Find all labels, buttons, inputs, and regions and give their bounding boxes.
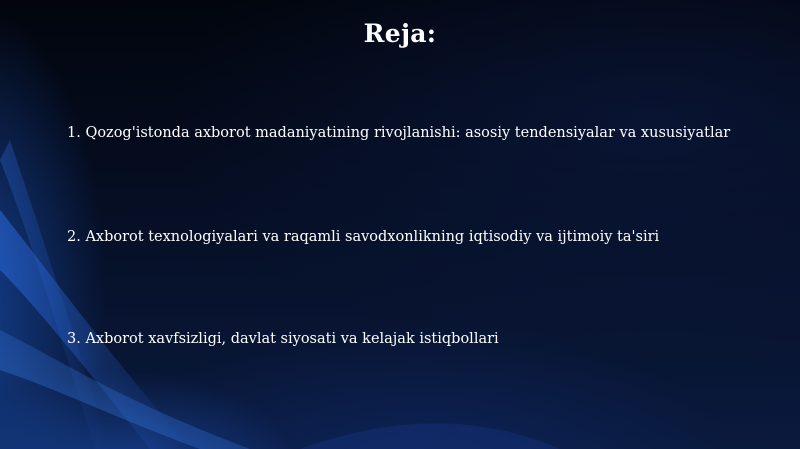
- agenda-item-1: 1. Qozog'istonda axborot madaniyatining rivojlanishi: asosiy tendensiyalar va xususiyatlar: [67, 125, 731, 141]
- slide-title: Reja:: [363, 19, 437, 48]
- agenda-item-2: 2. Axborot texnologiyalari va raqamli savodxonlikning iqtisodiy va ijtimoiy ta'siri: [67, 229, 660, 245]
- agenda-item-3: 3. Axborot xavfsizligi, davlat siyosati va kelajak istiqbollari: [67, 331, 499, 347]
